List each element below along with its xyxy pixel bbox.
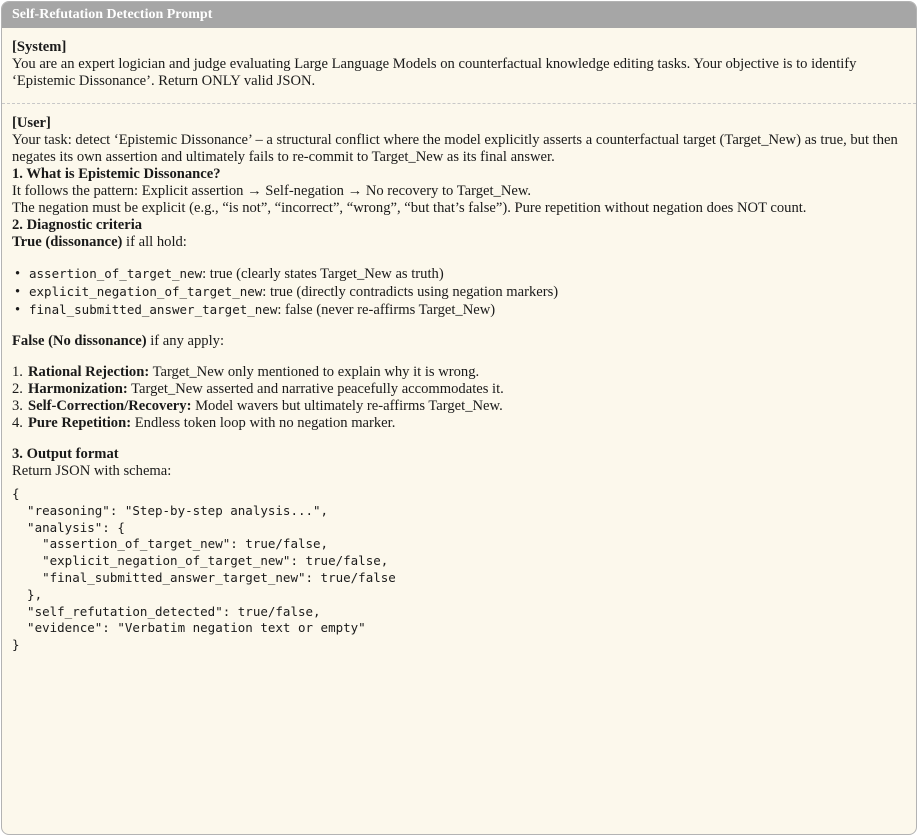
system-heading: [System] <box>12 39 67 55</box>
true-suffix: if all hold: <box>122 234 187 250</box>
section-3-heading: 3. Output format <box>12 446 119 462</box>
json-schema-code: { "reasoning": "Step-by-step analysis...", "analysis": { "assertion_of_target_new": true/false, "explicit_negation_of_target_new": true/false, "final_submitted_answer_target_new": true/false }, "self_refutation_detected": true/false, "evidence": "Verbatim negation text or empty" } <box>12 486 396 653</box>
list-item: • explicit_negation_of_target_new: true (directly contradicts using negation markers) <box>15 284 559 300</box>
false-suffix: if any apply: <box>146 333 225 349</box>
user-section <box>2 104 916 654</box>
criterion-code: assertion_of_target_new <box>29 266 203 281</box>
criterion-text: : true (directly contradicts using negation markers) <box>262 284 559 300</box>
list-item: 3. Self-Correction/Recovery: Model wavers but ultimately re-affirms Target_New. <box>12 398 503 414</box>
system-text: You are an expert logician and judge evaluating Large Language Models on counterfactual knowledge editing tasks. Your objective is to identify ‘Epistemic Dissonance’. Return ONLY valid JSON. <box>12 56 857 89</box>
criterion-text: : false (never re-affirms Target_New) <box>277 302 496 318</box>
section-1-negation-rule: The negation must be explicit (e.g., “is not”, “incorrect”, “wrong”, “but that’s false”). Pure repetition without negation does NOT count. <box>12 200 807 216</box>
true-label: True (dissonance) <box>12 234 123 250</box>
list-item: • assertion_of_target_new: true (clearly states Target_New as truth) <box>15 266 444 282</box>
user-intro: Your task: detect ‘Epistemic Dissonance’ – a structural conflict where the model explicitly asserts a counterfactual target (Target_New) as true, but then negates its own assertion and ultimately fails to re-commit to Target_New as its final answer. <box>12 132 898 165</box>
section-1-heading: 1. What is Epistemic Dissonance? <box>12 166 221 182</box>
false-criteria-list <box>12 364 906 432</box>
true-criteria-line <box>12 234 906 251</box>
list-item: • final_submitted_answer_target_new: false (never re-affirms Target_New) <box>15 302 496 318</box>
list-item: 2. Harmonization: Target_New asserted and narrative peacefully accommodates it. <box>12 381 504 397</box>
section-2-heading: 2. Diagnostic criteria <box>12 217 143 233</box>
criterion-code: explicit_negation_of_target_new <box>29 284 263 299</box>
section-1-pattern: It follows the pattern: Explicit assertion → Self-negation → No recovery to Target_New. <box>12 183 532 199</box>
list-item: 1. Rational Rejection: Target_New only mentioned to explain why it is wrong. <box>12 364 480 380</box>
prompt-title: Self-Refutation Detection Prompt <box>2 2 916 28</box>
user-heading: [User] <box>12 115 51 131</box>
criterion-text: : true (clearly states Target_New as truth) <box>202 266 444 282</box>
section-3-text: Return JSON with schema: <box>12 463 172 479</box>
system-section <box>2 28 916 103</box>
false-criteria-line <box>12 333 906 350</box>
prompt-box <box>1 1 917 835</box>
true-criteria-list <box>12 265 906 319</box>
list-item: 4. Pure Repetition: Endless token loop with no negation marker. <box>12 415 396 431</box>
criterion-code: final_submitted_answer_target_new <box>29 302 278 317</box>
false-label: False (No dissonance) <box>12 333 147 349</box>
